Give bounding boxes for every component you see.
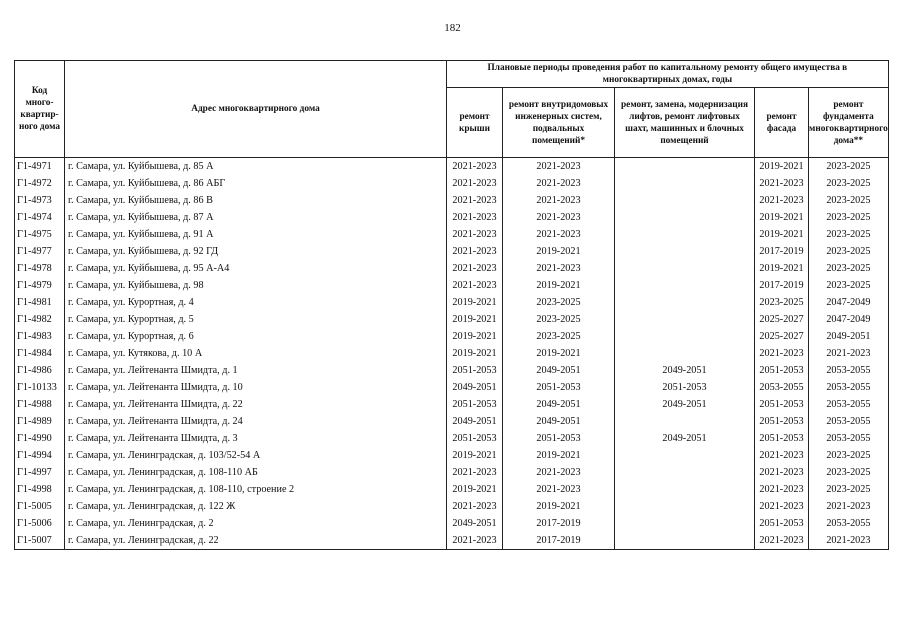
row-facade-period: 2021-2023 bbox=[755, 447, 809, 464]
row-roof-period: 2021-2023 bbox=[447, 175, 503, 192]
table-row bbox=[15, 362, 889, 379]
row-foundation-period: 2023-2025 bbox=[809, 158, 889, 176]
row-foundation-period: 2021-2023 bbox=[809, 498, 889, 515]
row-engineering-period: 2021-2023 bbox=[503, 226, 615, 243]
row-address: г. Самара, ул. Курортная, д. 5 bbox=[65, 311, 447, 328]
row-address: г. Самара, ул. Куйбышева, д. 86 АБГ bbox=[65, 175, 447, 192]
row-facade-period: 2021-2023 bbox=[755, 345, 809, 362]
row-address: г. Самара, ул. Куйбышева, д. 95 А-А4 bbox=[65, 260, 447, 277]
row-facade-period: 2021-2023 bbox=[755, 498, 809, 515]
row-foundation-period: 2053-2055 bbox=[809, 515, 889, 532]
row-elevator-period bbox=[615, 226, 755, 243]
row-code: Г1-4974 bbox=[15, 209, 65, 226]
row-address: г. Самара, ул. Лейтенанта Шмидта, д. 3 bbox=[65, 430, 447, 447]
row-engineering-period: 2051-2053 bbox=[503, 430, 615, 447]
row-roof-period: 2021-2023 bbox=[447, 192, 503, 209]
row-facade-period: 2021-2023 bbox=[755, 481, 809, 498]
row-facade-period: 2019-2021 bbox=[755, 260, 809, 277]
table-row bbox=[15, 226, 889, 243]
row-facade-period: 2025-2027 bbox=[755, 311, 809, 328]
row-code: Г1-4983 bbox=[15, 328, 65, 345]
header-engineering: ремонт внутридомовых инженерных систем, подвальных помещений* bbox=[503, 88, 615, 158]
row-foundation-period: 2047-2049 bbox=[809, 294, 889, 311]
row-code: Г1-4978 bbox=[15, 260, 65, 277]
table-row bbox=[15, 260, 889, 277]
row-facade-period: 2021-2023 bbox=[755, 175, 809, 192]
row-roof-period: 2021-2023 bbox=[447, 498, 503, 515]
row-code: Г1-4975 bbox=[15, 226, 65, 243]
row-roof-period: 2021-2023 bbox=[447, 464, 503, 481]
row-code: Г1-4972 bbox=[15, 175, 65, 192]
row-roof-period: 2051-2053 bbox=[447, 396, 503, 413]
row-roof-period: 2019-2021 bbox=[447, 481, 503, 498]
row-code: Г1-4998 bbox=[15, 481, 65, 498]
row-engineering-period: 2049-2051 bbox=[503, 413, 615, 430]
row-address: г. Самара, ул. Кутякова, д. 10 А bbox=[65, 345, 447, 362]
row-roof-period: 2049-2051 bbox=[447, 379, 503, 396]
row-engineering-period: 2021-2023 bbox=[503, 209, 615, 226]
row-foundation-period: 2053-2055 bbox=[809, 379, 889, 396]
table-row bbox=[15, 413, 889, 430]
row-code: Г1-5005 bbox=[15, 498, 65, 515]
row-address: г. Самара, ул. Лейтенанта Шмидта, д. 1 bbox=[65, 362, 447, 379]
row-roof-period: 2051-2053 bbox=[447, 430, 503, 447]
row-code: Г1-4988 bbox=[15, 396, 65, 413]
row-code: Г1-4990 bbox=[15, 430, 65, 447]
row-engineering-period: 2023-2025 bbox=[503, 311, 615, 328]
row-engineering-period: 2019-2021 bbox=[503, 243, 615, 260]
row-address: г. Самара, ул. Куйбышева, д. 87 А bbox=[65, 209, 447, 226]
row-code: Г1-4986 bbox=[15, 362, 65, 379]
row-elevator-period bbox=[615, 345, 755, 362]
row-address: г. Самара, ул. Ленинградская, д. 103/52-54 А bbox=[65, 447, 447, 464]
row-foundation-period: 2023-2025 bbox=[809, 243, 889, 260]
capital-repair-table bbox=[14, 60, 889, 550]
row-address: г. Самара, ул. Курортная, д. 6 bbox=[65, 328, 447, 345]
row-facade-period: 2051-2053 bbox=[755, 430, 809, 447]
row-foundation-period: 2023-2025 bbox=[809, 226, 889, 243]
table-row bbox=[15, 311, 889, 328]
row-elevator-period: 2049-2051 bbox=[615, 430, 755, 447]
row-roof-period: 2019-2021 bbox=[447, 311, 503, 328]
row-code: Г1-4984 bbox=[15, 345, 65, 362]
row-foundation-period: 2023-2025 bbox=[809, 277, 889, 294]
table-row bbox=[15, 447, 889, 464]
table-row bbox=[15, 175, 889, 192]
row-elevator-period: 2051-2053 bbox=[615, 379, 755, 396]
row-engineering-period: 2019-2021 bbox=[503, 498, 615, 515]
row-code: Г1-4994 bbox=[15, 447, 65, 464]
row-roof-period: 2021-2023 bbox=[447, 158, 503, 176]
row-facade-period: 2051-2053 bbox=[755, 413, 809, 430]
table-row bbox=[15, 481, 889, 498]
table-row bbox=[15, 158, 889, 176]
page-number: 182 bbox=[444, 22, 461, 34]
row-facade-period: 2019-2021 bbox=[755, 158, 809, 176]
row-roof-period: 2051-2053 bbox=[447, 362, 503, 379]
row-facade-period: 2019-2021 bbox=[755, 209, 809, 226]
row-elevator-period bbox=[615, 277, 755, 294]
row-code: Г1-4973 bbox=[15, 192, 65, 209]
row-facade-period: 2019-2021 bbox=[755, 226, 809, 243]
row-elevator-period bbox=[615, 532, 755, 550]
row-elevator-period: 2049-2051 bbox=[615, 362, 755, 379]
row-foundation-period: 2047-2049 bbox=[809, 311, 889, 328]
row-foundation-period: 2053-2055 bbox=[809, 362, 889, 379]
row-code: Г1-5006 bbox=[15, 515, 65, 532]
row-roof-period: 2019-2021 bbox=[447, 345, 503, 362]
header-facade: ремонт фасада bbox=[755, 88, 809, 158]
row-facade-period: 2021-2023 bbox=[755, 192, 809, 209]
table-row bbox=[15, 345, 889, 362]
table-row bbox=[15, 192, 889, 209]
row-roof-period: 2021-2023 bbox=[447, 277, 503, 294]
row-foundation-period: 2021-2023 bbox=[809, 532, 889, 550]
row-engineering-period: 2023-2025 bbox=[503, 328, 615, 345]
row-code: Г1-4982 bbox=[15, 311, 65, 328]
table-row bbox=[15, 464, 889, 481]
row-code: Г1-4979 bbox=[15, 277, 65, 294]
row-foundation-period: 2049-2051 bbox=[809, 328, 889, 345]
row-facade-period: 2017-2019 bbox=[755, 277, 809, 294]
row-roof-period: 2019-2021 bbox=[447, 294, 503, 311]
row-roof-period: 2021-2023 bbox=[447, 243, 503, 260]
table-row bbox=[15, 498, 889, 515]
row-address: г. Самара, ул. Ленинградская, д. 108-110, строение 2 bbox=[65, 481, 447, 498]
row-facade-period: 2051-2053 bbox=[755, 396, 809, 413]
row-facade-period: 2053-2055 bbox=[755, 379, 809, 396]
row-foundation-period: 2053-2055 bbox=[809, 413, 889, 430]
row-engineering-period: 2021-2023 bbox=[503, 175, 615, 192]
row-elevator-period bbox=[615, 243, 755, 260]
row-facade-period: 2021-2023 bbox=[755, 532, 809, 550]
row-address: г. Самара, ул. Лейтенанта Шмидта, д. 10 bbox=[65, 379, 447, 396]
header-elevators: ремонт, замена, модернизация лифтов, ремонт лифтовых шахт, машинных и блочных помещений bbox=[615, 88, 755, 158]
row-address: г. Самара, ул. Куйбышева, д. 92 ГД bbox=[65, 243, 447, 260]
row-address: г. Самара, ул. Ленинградская, д. 122 Ж bbox=[65, 498, 447, 515]
table-row bbox=[15, 396, 889, 413]
row-roof-period: 2019-2021 bbox=[447, 447, 503, 464]
table-row bbox=[15, 243, 889, 260]
row-elevator-period bbox=[615, 481, 755, 498]
row-elevator-period bbox=[615, 192, 755, 209]
row-elevator-period bbox=[615, 260, 755, 277]
table-row bbox=[15, 209, 889, 226]
row-elevator-period bbox=[615, 464, 755, 481]
table-row bbox=[15, 515, 889, 532]
row-roof-period: 2049-2051 bbox=[447, 515, 503, 532]
row-code: Г1-4981 bbox=[15, 294, 65, 311]
row-elevator-period bbox=[615, 311, 755, 328]
row-foundation-period: 2021-2023 bbox=[809, 345, 889, 362]
row-address: г. Самара, ул. Куйбышева, д. 86 В bbox=[65, 192, 447, 209]
row-code: Г1-4971 bbox=[15, 158, 65, 176]
row-engineering-period: 2021-2023 bbox=[503, 158, 615, 176]
row-elevator-period bbox=[615, 294, 755, 311]
row-address: г. Самара, ул. Ленинградская, д. 22 bbox=[65, 532, 447, 550]
table-row bbox=[15, 379, 889, 396]
table-row bbox=[15, 328, 889, 345]
row-engineering-period: 2023-2025 bbox=[503, 294, 615, 311]
row-code: Г1-4977 bbox=[15, 243, 65, 260]
row-engineering-period: 2021-2023 bbox=[503, 260, 615, 277]
row-address: г. Самара, ул. Курортная, д. 4 bbox=[65, 294, 447, 311]
row-foundation-period: 2053-2055 bbox=[809, 396, 889, 413]
row-elevator-period bbox=[615, 175, 755, 192]
row-engineering-period: 2017-2019 bbox=[503, 515, 615, 532]
row-engineering-period: 2049-2051 bbox=[503, 396, 615, 413]
row-foundation-period: 2023-2025 bbox=[809, 175, 889, 192]
row-facade-period: 2025-2027 bbox=[755, 328, 809, 345]
row-address: г. Самара, ул. Лейтенанта Шмидта, д. 22 bbox=[65, 396, 447, 413]
row-facade-period: 2051-2053 bbox=[755, 515, 809, 532]
row-roof-period: 2021-2023 bbox=[447, 226, 503, 243]
row-elevator-period bbox=[615, 209, 755, 226]
row-engineering-period: 2049-2051 bbox=[503, 362, 615, 379]
row-facade-period: 2017-2019 bbox=[755, 243, 809, 260]
row-foundation-period: 2023-2025 bbox=[809, 209, 889, 226]
row-elevator-period bbox=[615, 498, 755, 515]
row-foundation-period: 2053-2055 bbox=[809, 430, 889, 447]
row-elevator-period bbox=[615, 447, 755, 464]
row-engineering-period: 2019-2021 bbox=[503, 447, 615, 464]
row-foundation-period: 2023-2025 bbox=[809, 481, 889, 498]
row-code: Г1-5007 bbox=[15, 532, 65, 550]
row-facade-period: 2021-2023 bbox=[755, 464, 809, 481]
row-address: г. Самара, ул. Ленинградская, д. 2 bbox=[65, 515, 447, 532]
row-foundation-period: 2023-2025 bbox=[809, 464, 889, 481]
row-roof-period: 2021-2023 bbox=[447, 260, 503, 277]
row-facade-period: 2023-2025 bbox=[755, 294, 809, 311]
row-code: Г1-4989 bbox=[15, 413, 65, 430]
row-address: г. Самара, ул. Куйбышева, д. 91 А bbox=[65, 226, 447, 243]
row-elevator-period bbox=[615, 328, 755, 345]
row-code: Г1-4997 bbox=[15, 464, 65, 481]
header-roof: ремонт крыши bbox=[447, 88, 503, 158]
row-foundation-period: 2023-2025 bbox=[809, 447, 889, 464]
row-elevator-period: 2049-2051 bbox=[615, 396, 755, 413]
row-engineering-period: 2019-2021 bbox=[503, 277, 615, 294]
row-address: г. Самара, ул. Куйбышева, д. 98 bbox=[65, 277, 447, 294]
table-row bbox=[15, 430, 889, 447]
row-code: Г1-10133 bbox=[15, 379, 65, 396]
row-roof-period: 2019-2021 bbox=[447, 328, 503, 345]
table-row bbox=[15, 532, 889, 550]
row-elevator-period bbox=[615, 515, 755, 532]
row-address: г. Самара, ул. Куйбышева, д. 85 А bbox=[65, 158, 447, 176]
header-periods-group: Плановые периоды проведения работ по капитальному ремонту общего имущества в многоквартирных домах, годы bbox=[447, 61, 889, 88]
row-address: г. Самара, ул. Ленинградская, д. 108-110 АБ bbox=[65, 464, 447, 481]
row-engineering-period: 2019-2021 bbox=[503, 345, 615, 362]
row-roof-period: 2021-2023 bbox=[447, 532, 503, 550]
header-code: Код много-квартир-ного дома bbox=[15, 61, 65, 158]
row-roof-period: 2049-2051 bbox=[447, 413, 503, 430]
row-engineering-period: 2021-2023 bbox=[503, 192, 615, 209]
row-foundation-period: 2023-2025 bbox=[809, 260, 889, 277]
row-address: г. Самара, ул. Лейтенанта Шмидта, д. 24 bbox=[65, 413, 447, 430]
table-row bbox=[15, 277, 889, 294]
header-address: Адрес многоквартирного дома bbox=[65, 61, 447, 158]
header-foundation: ремонт фундамента многоквартирного дома** bbox=[809, 88, 889, 158]
row-elevator-period bbox=[615, 413, 755, 430]
row-engineering-period: 2021-2023 bbox=[503, 481, 615, 498]
row-engineering-period: 2017-2019 bbox=[503, 532, 615, 550]
row-foundation-period: 2023-2025 bbox=[809, 192, 889, 209]
row-facade-period: 2051-2053 bbox=[755, 362, 809, 379]
row-roof-period: 2021-2023 bbox=[447, 209, 503, 226]
table-row bbox=[15, 294, 889, 311]
row-engineering-period: 2051-2053 bbox=[503, 379, 615, 396]
row-elevator-period bbox=[615, 158, 755, 176]
table-body bbox=[15, 158, 889, 550]
row-engineering-period: 2021-2023 bbox=[503, 464, 615, 481]
